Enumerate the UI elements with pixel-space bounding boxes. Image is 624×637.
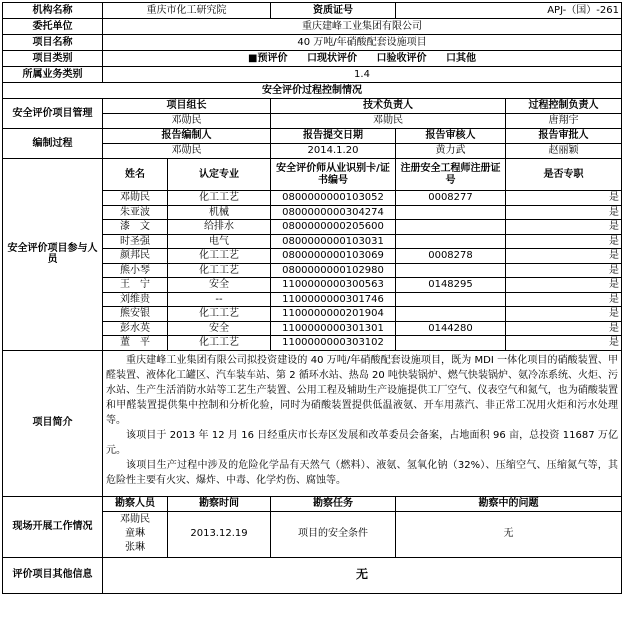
staff-specialty: 电气: [168, 234, 271, 249]
survey-time-value: 2013.12.19: [168, 511, 271, 557]
intro-paragraph: 该项目于 2013 年 12 月 16 日经重庆市长寿区发展和改革委员会备案，占地面积 96 亩，总投资 11687 万亿元。: [106, 429, 618, 456]
staff-reg: [396, 220, 506, 235]
evaluation-info-table: [2, 2, 622, 594]
participants-label: 安全评价项目参与人员: [3, 159, 103, 351]
business-category-value: 1.4: [103, 67, 622, 83]
staff-reg: 0008277: [396, 191, 506, 206]
staff-specialty: 机械: [168, 205, 271, 220]
project-type-label: 项目类别: [3, 51, 103, 67]
section-title: 安全评价过程控制情况: [3, 83, 622, 99]
cert-no-value: APJ-（国）-261: [396, 3, 622, 19]
staff-fulltime: 是: [506, 336, 622, 351]
org-name-label: 机构名称: [3, 3, 103, 19]
survey-people-header: 勘察人员: [103, 496, 168, 511]
org-name-value: 重庆市化工研究院: [103, 3, 271, 19]
staff-specialty: 化工工艺: [168, 191, 271, 206]
staff-reg: [396, 336, 506, 351]
staff-cert: 1100000000301746: [271, 292, 396, 307]
project-intro-text: [103, 350, 622, 496]
staff-reg: [396, 263, 506, 278]
survey-task-value: 项目的安全条件: [271, 511, 396, 557]
staff-cert: 0800000000103052: [271, 191, 396, 206]
staff-fulltime: 是: [506, 292, 622, 307]
staff-reg: 0148295: [396, 278, 506, 293]
staff-reg: [396, 205, 506, 220]
compilation-label: 编制过程: [3, 129, 103, 159]
team-leader-header: 项目组长: [103, 99, 271, 114]
staff-name: 熊安银: [103, 307, 168, 322]
compiler-value: 邓勋民: [103, 144, 271, 159]
reviewer-value: 黄力武: [396, 144, 506, 159]
option-acceptance-evaluation: 口验收评价: [376, 52, 427, 64]
staff-specialty: 化工工艺: [168, 307, 271, 322]
staff-cert-header: 安全评价师从业识别卡/证书编号: [271, 159, 396, 191]
staff-cert: 0800000000103031: [271, 234, 396, 249]
staff-reg: 0008278: [396, 249, 506, 264]
submit-date-value: 2014.1.20: [271, 144, 396, 159]
survey-person: 邓勋民: [120, 514, 150, 525]
staff-fulltime: 是: [506, 278, 622, 293]
survey-people-value: [103, 511, 168, 557]
compiler-header: 报告编制人: [103, 129, 271, 144]
staff-name: 王 宁: [103, 278, 168, 293]
staff-name: 时圣强: [103, 234, 168, 249]
staff-specialty: 化工工艺: [168, 336, 271, 351]
option-other: 口其他: [445, 52, 476, 64]
project-type-options: [103, 51, 622, 67]
staff-specialty: 给排水: [168, 220, 271, 235]
staff-name: 颜邦民: [103, 249, 168, 264]
site-work-label: 现场开展工作情况: [3, 496, 103, 557]
staff-cert: 0800000000205600: [271, 220, 396, 235]
reviewer-header: 报告审核人: [396, 129, 506, 144]
submit-date-header: 报告提交日期: [271, 129, 396, 144]
approver-header: 报告审批人: [506, 129, 622, 144]
other-info-label: 评价项目其他信息: [3, 557, 103, 593]
team-leader-value: 邓勋民: [103, 114, 271, 129]
staff-cert: 1100000000300563: [271, 278, 396, 293]
technical-lead-header: 技术负责人: [271, 99, 506, 114]
survey-time-header: 勘察时间: [168, 496, 271, 511]
staff-fulltime: 是: [506, 234, 622, 249]
project-name-value: 40 万吨/年硝酸配套设施项目: [103, 35, 622, 51]
staff-cert: 1100000000201904: [271, 307, 396, 322]
staff-name-header: 姓名: [103, 159, 168, 191]
staff-specialty: --: [168, 292, 271, 307]
staff-fulltime: 是: [506, 321, 622, 336]
staff-reg-header: 注册安全工程师注册证号: [396, 159, 506, 191]
survey-issue-header: 勘察中的问题: [396, 496, 622, 511]
staff-name: 董 平: [103, 336, 168, 351]
staff-fulltime: 是: [506, 205, 622, 220]
staff-specialty: 化工工艺: [168, 263, 271, 278]
staff-cert: 0800000000304274: [271, 205, 396, 220]
staff-fulltime: 是: [506, 263, 622, 278]
staff-specialty: 化工工艺: [168, 249, 271, 264]
staff-fulltime-header: 是否专职: [506, 159, 622, 191]
staff-fulltime: 是: [506, 191, 622, 206]
staff-name: 熊小琴: [103, 263, 168, 278]
project-intro-label: 项目简介: [3, 350, 103, 496]
option-pre-evaluation: ■预评价: [248, 52, 288, 64]
intro-paragraph: 该项目生产过程中涉及的危险化学品有天然气（燃料）、液氨、氢氧化钠（32%）、压缩空气、压缩氮气等，其危险性主要有火灾、爆炸、中毒、化学灼伤、腐蚀等。: [106, 459, 618, 486]
technical-lead-value: 邓勋民: [271, 114, 506, 129]
client-label: 委托单位: [3, 19, 103, 35]
intro-paragraph: 重庆建峰工业集团有限公司拟投资建设的 40 万吨/年硝酸配套设施项目，既为 MDI 一体化项目的硝酸装置、甲醛装置、液体化工罐区、汽车装车站、第 2 循环水站、热岛 20 吨快装锅炉、燃气快装锅炉、氨冷冻系统、火炬、污水站、生产生活消防水站等工艺生产装置、公用工程及辅助生产设施提供工厂空气、仪表空气和氮气，也为硝酸装置和甲醛装置提供集中控制和分析化验，同时为硝酸装置提供低温液氨、开车用蒸汽、非正常工况用火炬和污水处理等。: [106, 354, 618, 426]
staff-cert: 1100000000303102: [271, 336, 396, 351]
staff-name: 朱亚波: [103, 205, 168, 220]
other-info-value: 无: [103, 557, 622, 593]
project-name-label: 项目名称: [3, 35, 103, 51]
staff-fulltime: 是: [506, 220, 622, 235]
staff-name: 彭水英: [103, 321, 168, 336]
project-management-label: 安全评价项目管理: [3, 99, 103, 129]
staff-name: 漆 文: [103, 220, 168, 235]
staff-specialty: 安全: [168, 321, 271, 336]
staff-cert: 0800000000103069: [271, 249, 396, 264]
process-control-header: 过程控制负责人: [506, 99, 622, 114]
business-category-label: 所属业务类别: [3, 67, 103, 83]
approver-value: 赵丽颖: [506, 144, 622, 159]
option-status-evaluation: 口现状评价: [306, 52, 357, 64]
survey-task-header: 勘察任务: [271, 496, 396, 511]
staff-name: 邓勋民: [103, 191, 168, 206]
staff-fulltime: 是: [506, 307, 622, 322]
staff-fulltime: 是: [506, 249, 622, 264]
staff-cert: 1100000000301301: [271, 321, 396, 336]
survey-person: 张琳: [125, 542, 145, 553]
staff-reg: [396, 307, 506, 322]
staff-specialty-header: 认定专业: [168, 159, 271, 191]
staff-name: 刘维贵: [103, 292, 168, 307]
client-value: 重庆建峰工业集团有限公司: [103, 19, 622, 35]
process-control-value: 唐翔宇: [506, 114, 622, 129]
staff-reg: 0144280: [396, 321, 506, 336]
staff-cert: 0800000000102980: [271, 263, 396, 278]
staff-reg: [396, 292, 506, 307]
survey-issue-value: 无: [396, 511, 622, 557]
cert-no-label: 资质证号: [271, 3, 396, 19]
staff-reg: [396, 234, 506, 249]
staff-specialty: 安全: [168, 278, 271, 293]
survey-person: 童琳: [125, 528, 145, 539]
